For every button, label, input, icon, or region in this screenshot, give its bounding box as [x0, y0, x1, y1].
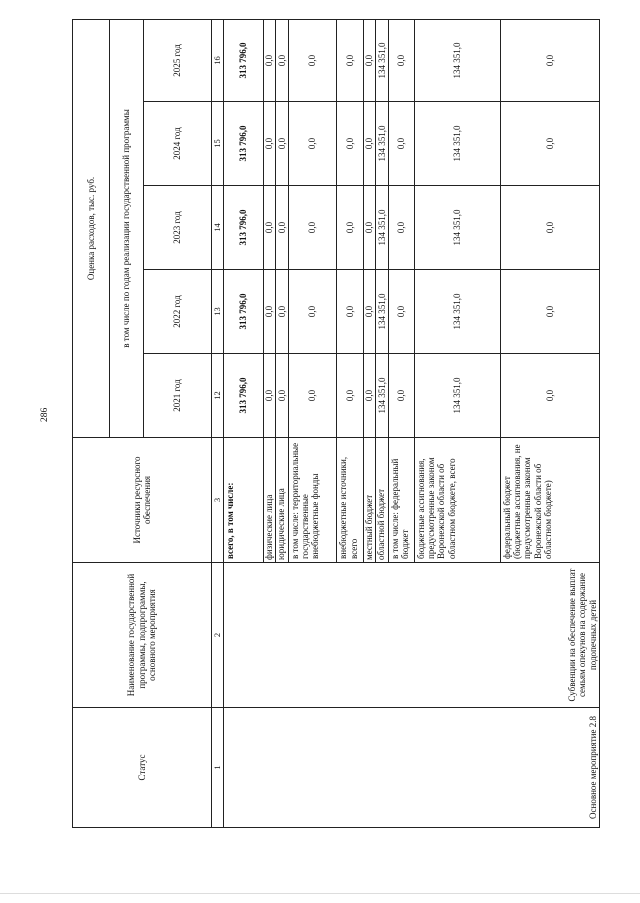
activity-name-cell: Субвенции на обеспечение выплат семьям опекунов на содержание подопечных детей — [224, 563, 600, 708]
value-cell: 0,0 — [288, 186, 337, 270]
value-cell: 0,0 — [363, 354, 376, 438]
page-bottom-rule — [0, 893, 640, 894]
header-year: 2024 год — [143, 102, 211, 186]
value-cell: 0,0 — [337, 186, 363, 270]
value-cell: 313 796,0 — [224, 19, 264, 101]
value-cell: 134 351,0 — [414, 19, 500, 101]
source-label: федеральный бюджет (бюджетные ассигнования, не предусмотренные законом Воронежской области об областном бюджете) — [500, 438, 599, 563]
value-cell: 0,0 — [276, 354, 289, 438]
value-cell: 0,0 — [500, 354, 599, 438]
col-number: 13 — [211, 270, 223, 354]
page-number: 286 — [40, 407, 50, 422]
source-label: юридические лица — [276, 438, 289, 563]
value-cell: 0,0 — [288, 102, 337, 186]
value-cell: 0,0 — [500, 102, 599, 186]
value-cell: 0,0 — [500, 270, 599, 354]
value-cell: 313 796,0 — [224, 102, 264, 186]
value-cell: 134 351,0 — [376, 102, 389, 186]
value-cell: 313 796,0 — [224, 270, 264, 354]
col-number: 14 — [211, 186, 223, 270]
source-label: внебюджетные источники, всего — [337, 438, 363, 563]
value-cell: 134 351,0 — [376, 354, 389, 438]
value-cell: 0,0 — [388, 102, 414, 186]
value-cell: 0,0 — [263, 270, 276, 354]
col-number: 16 — [211, 19, 223, 101]
status-cell: Основное мероприятие 2.8 — [224, 708, 600, 828]
value-cell: 0,0 — [288, 19, 337, 101]
header-estimate: Оценка расходов, тыс. руб. — [73, 19, 110, 437]
source-label: всего, в том числе: — [224, 438, 264, 563]
value-cell: 0,0 — [276, 102, 289, 186]
value-cell: 0,0 — [388, 270, 414, 354]
value-cell: 134 351,0 — [414, 270, 500, 354]
value-cell: 0,0 — [363, 102, 376, 186]
value-cell: 0,0 — [363, 186, 376, 270]
value-cell: 134 351,0 — [414, 354, 500, 438]
source-label: местный бюджет — [363, 438, 376, 563]
header-source: Источники ресурсного обеспечения — [73, 438, 212, 563]
value-cell: 0,0 — [276, 270, 289, 354]
value-cell: 0,0 — [363, 270, 376, 354]
value-cell: 0,0 — [337, 19, 363, 101]
col-number: 1 — [211, 708, 223, 828]
header-status: Статус — [73, 708, 212, 828]
value-cell: 0,0 — [263, 102, 276, 186]
value-cell: 0,0 — [337, 270, 363, 354]
col-number: 15 — [211, 102, 223, 186]
value-cell: 313 796,0 — [224, 186, 264, 270]
value-cell: 0,0 — [288, 354, 337, 438]
source-label: в том числе: территориальные государственные внебюджетные фонды — [288, 438, 337, 563]
col-number: 12 — [211, 354, 223, 438]
value-cell: 0,0 — [388, 354, 414, 438]
source-label: физические лица — [263, 438, 276, 563]
source-label: бюджетные ассигнования, предусмотренные законом Воронежской области об областном бюджете, всего — [414, 438, 500, 563]
budget-table — [72, 19, 600, 828]
header-by-year: в том числе по годам реализации государственной программы — [110, 19, 143, 437]
value-cell: 0,0 — [388, 186, 414, 270]
value-cell: 0,0 — [276, 19, 289, 101]
header-year: 2025 год — [143, 19, 211, 101]
value-cell: 0,0 — [500, 186, 599, 270]
value-cell: 134 351,0 — [414, 186, 500, 270]
header-year: 2021 год — [143, 354, 211, 438]
source-label: областной бюджет — [376, 438, 389, 563]
value-cell: 313 796,0 — [224, 354, 264, 438]
value-cell: 0,0 — [500, 19, 599, 101]
value-cell: 0,0 — [337, 354, 363, 438]
col-number: 3 — [211, 438, 223, 563]
value-cell: 134 351,0 — [414, 102, 500, 186]
col-number: 2 — [211, 563, 223, 708]
value-cell: 134 351,0 — [376, 270, 389, 354]
value-cell: 0,0 — [276, 186, 289, 270]
value-cell: 0,0 — [363, 19, 376, 101]
budget-table-container — [72, 20, 600, 828]
value-cell: 134 351,0 — [376, 19, 389, 101]
value-cell: 0,0 — [263, 186, 276, 270]
value-cell: 0,0 — [263, 354, 276, 438]
header-year: 2022 год — [143, 270, 211, 354]
value-cell: 134 351,0 — [376, 186, 389, 270]
value-cell: 0,0 — [388, 19, 414, 101]
header-year: 2023 год — [143, 186, 211, 270]
source-label: в том числе: федеральный бюджет — [388, 438, 414, 563]
rotated-table — [72, 20, 600, 828]
value-cell: 0,0 — [263, 19, 276, 101]
value-cell: 0,0 — [288, 270, 337, 354]
header-name: Наименование государственной программы, подпрограммы, основного мероприятия — [73, 563, 212, 708]
value-cell: 0,0 — [337, 102, 363, 186]
